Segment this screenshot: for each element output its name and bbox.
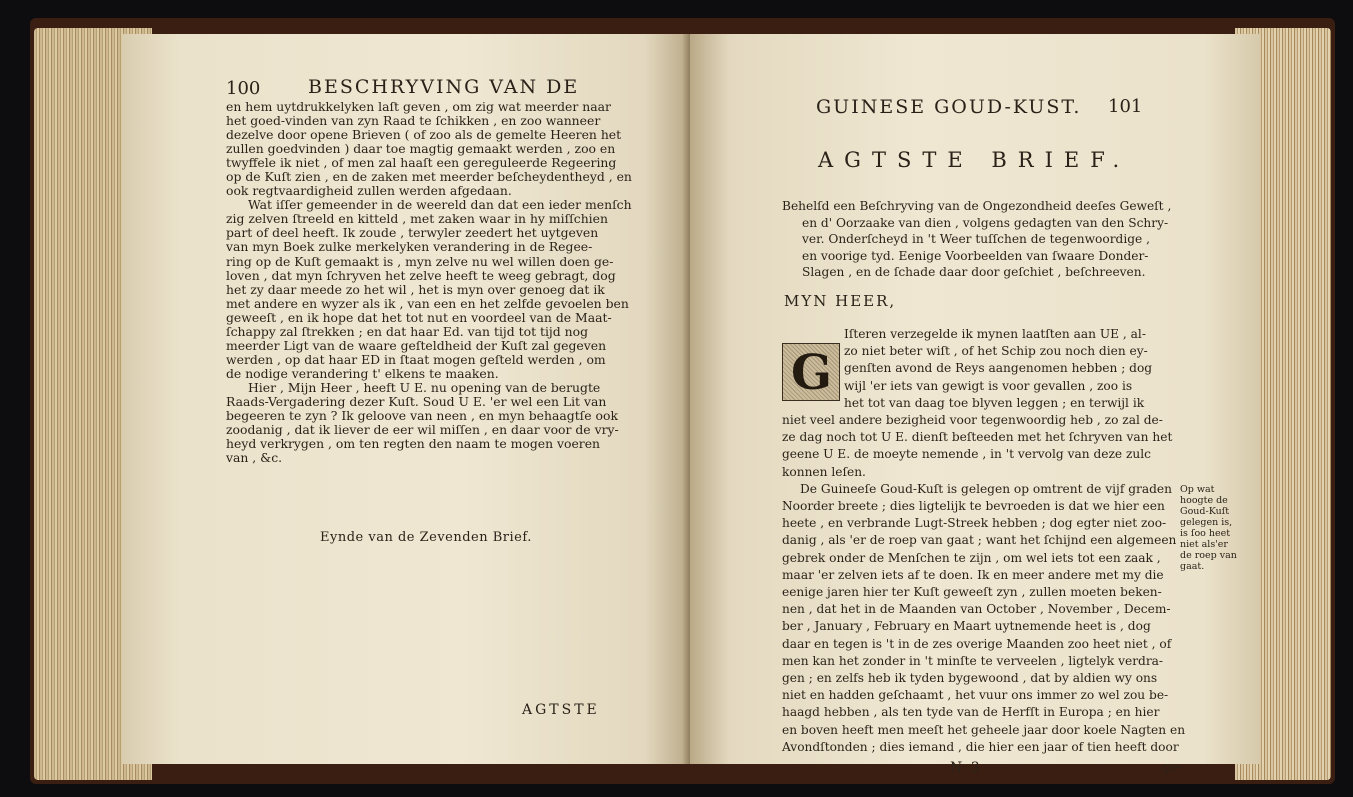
drop-cap-lines xyxy=(844,326,1152,412)
margin-note-line: hoogte de xyxy=(1180,495,1228,506)
text-line: op de Kuſt zien , en de zaken met meerder beſcheydentheyd , en xyxy=(226,169,632,185)
right-running-head: GUINESE GOUD-KUST. xyxy=(816,96,1082,118)
text-line: de nodige verandering t' elkens te maaken. xyxy=(226,365,499,381)
text-line: gen ; en zelfs heb ik tyden bygewoond , dat by aldien wy ons xyxy=(782,671,1158,686)
text-line: wijl 'er iets van gewigt is voor gevallen , zoo is xyxy=(844,378,1133,393)
text-line: part of deel heeft. Ik zoude , terwyler zeedert het uytgeven xyxy=(226,225,599,241)
margin-note-line: Op wat xyxy=(1180,484,1215,495)
text-line: het tot van daag toe blyven leggen ; en terwijl ik xyxy=(844,395,1145,410)
text-line: het zy daar meede zo het wil , het is myn over genoeg dat ik xyxy=(226,281,605,297)
summary-line: en voorige tyd. Eenige Voorbeelden van ſwaare Donder- xyxy=(802,248,1149,263)
summary-line: ver. Onderſcheyd in 't Weer tuſſchen de tegenwoordige , xyxy=(802,232,1151,247)
text-line: De Guineeſe Goud-Kuſt is gelegen op omtrent de vijf graden xyxy=(800,481,1172,496)
chapter-closing: Eynde van de Zevenden Brief. xyxy=(320,530,532,545)
drop-cap xyxy=(782,343,840,401)
text-line: niet veel andere bezigheid voor tegenwoordig heb , zo zal de- xyxy=(782,413,1163,427)
margin-note-line: niet als'er xyxy=(1180,539,1228,550)
text-line: werden , op dat haar ED in ſtaat mogen geſteld werden , om xyxy=(226,351,606,367)
text-line: Noorder breete ; dies ligtelijk te bevroeden is dat we hier een xyxy=(782,499,1165,514)
text-line: men kan het zonder in 't minſte te verveelen , ligtelyk verdra- xyxy=(782,653,1164,668)
text-line: maar 'er zelven iets af te doen. Ik en meer andere met my die xyxy=(782,567,1164,582)
signature-mark: N 3 xyxy=(950,760,982,776)
margin-note-line: Goud-Kuſt xyxy=(1180,506,1230,517)
text-line: ſchappy zal ſtrekken ; en dat haar Ed. van tijd tot tijd nog xyxy=(226,323,589,339)
right-body-text xyxy=(782,412,1185,756)
margin-note-line: gaat. xyxy=(1180,561,1205,572)
margin-note-line: is ſoo heet xyxy=(1180,528,1231,539)
text-line: Iſteren verzegelde ik mynen laatſten aan UE , al- xyxy=(844,327,1146,341)
text-line: meerder Ligt van de waare geſteldheid der Kuſt zal gegeven xyxy=(226,337,607,353)
left-catchword: AGTSTE xyxy=(522,702,600,718)
margin-note-line: gelegen is, xyxy=(1180,517,1233,528)
text-line: begeeren te zyn ? Ik geloove van neen , en myn behaagtſe ook xyxy=(226,408,618,424)
letter-summary xyxy=(782,198,1171,281)
text-line: heyd verkrygen , om ten regten den naam te mogen voeren xyxy=(226,436,601,452)
text-line: Raads-Vergadering dezer Kuſt. Soud U E. 'er wel een Lit van xyxy=(226,393,607,409)
text-line: eenige jaren hier ter Kuſt geweeſt zyn , zullen moeten beken- xyxy=(782,585,1162,600)
text-line: en hem uytdrukkelyken laſt geven , om zig wat meerder naar xyxy=(226,99,611,114)
text-line: zullen goedvinden ) daar toe magtig gemaakt werden , zoo en xyxy=(226,141,616,157)
text-line: ze dag noch tot U E. dienſt beſteeden met het ſchryven van het xyxy=(782,430,1173,445)
text-line: en boven heeft men meeſt het geheele jaar door koele Nagten en xyxy=(782,722,1186,737)
right-page xyxy=(690,34,1260,776)
text-line: twyffele ik niet , of men zal haaſt een gereguleerde Regeering xyxy=(226,155,617,171)
open-book xyxy=(30,14,1335,784)
text-line: geweeſt , en ik hope dat het tot nut en voordeel van de Maat- xyxy=(226,309,612,325)
text-line: dezelve door opene Brieven ( of zoo als de gemelte Heeren het xyxy=(226,127,622,143)
summary-line: Slagen , en de ſchade daar door geſchiet , beſchreeven. xyxy=(802,265,1146,280)
text-line: Wat iſſer gemeender in de weereld dan dat een ieder menſch xyxy=(248,197,632,213)
text-line: loven , dat myn ſchryven het zelve heeft te weeg gebragt, dog xyxy=(226,267,616,283)
left-running-head: BESCHRYVING VAN DE xyxy=(308,76,580,98)
text-line: zo niet beter wiſt , of het Schip zou noch dien ey- xyxy=(844,344,1148,359)
text-line: zig zelven ſtreeld en kitteld , met zaken waar in hy miſſchien xyxy=(226,211,608,227)
left-page-number: 100 xyxy=(226,78,261,99)
text-line: ring op de Kuſt gemaakt is , myn zelve nu wel willen doen ge- xyxy=(226,253,614,269)
right-catchword: ge- xyxy=(1162,760,1183,775)
salutation: MYN HEER, xyxy=(784,292,897,310)
text-line: zoodanig , dat ik liever de eer wil miſſen , en daar voor de vry- xyxy=(226,422,619,438)
text-line: danig , als 'er de roep van gaat ; want het ſchijnd een algemeen xyxy=(782,533,1177,548)
text-line: Avondſtonden ; dies iemand , die hier een jaar of tien heeft door xyxy=(782,739,1179,754)
text-line: konnen leſen. xyxy=(782,464,866,479)
text-line: gebrek onder de Menſchen te zijn , om wel iets tot een zaak , xyxy=(782,550,1161,565)
text-line: het goed-vinden van zyn Raad te ſchikken , en zoo wanneer xyxy=(226,113,601,129)
drop-cap-letter: G xyxy=(791,345,832,401)
text-line: ber , January , February en Maart uytnemende heet is , dog xyxy=(782,619,1151,634)
text-line: van , &c. xyxy=(226,450,283,466)
text-line: nen , dat het in de Maanden van October , November , Decem- xyxy=(782,602,1171,617)
text-line: van myn Boek zulke merkelyken verandering in de Regee- xyxy=(226,239,593,255)
text-line: geene U E. de moeyte nemende , in 't vervolg van deze zulc xyxy=(782,447,1151,462)
margin-note-line: de roep van xyxy=(1180,550,1237,561)
text-line: ook regtvaardigheid zullen werden afgedaan. xyxy=(226,183,512,199)
summary-line: en d' Oorzaake van dien , volgens gedagten van den Schry- xyxy=(802,215,1169,230)
text-line: haagd hebben , als ten tyde van de Herfſt in Europa ; en hier xyxy=(782,705,1160,720)
margin-note xyxy=(1180,484,1237,572)
text-line: heete , en verbrande Lugt-Streek hebben ; dog egter niet zoo- xyxy=(782,516,1167,531)
text-line: daar en tegen is 't in de zes overige Maanden zoo heet niet , of xyxy=(782,636,1172,651)
text-line: genſten avond de Reys aangenomen hebben ; dog xyxy=(844,361,1153,376)
left-page xyxy=(122,34,690,764)
right-page-number: 101 xyxy=(1108,96,1143,117)
letter-title: AGTSTE BRIEF. xyxy=(818,148,1131,172)
text-line: met andere en wyzer als ik , van een en het zelfde gevoelen ben xyxy=(226,295,629,311)
text-line: Hier , Mijn Heer , heeft U E. nu opening van de berugte xyxy=(248,379,601,395)
left-body-text xyxy=(226,100,632,465)
summary-line: Behelſd een Beſchryving van de Ongezondheid deeſes Geweſt , xyxy=(782,199,1172,213)
text-line: niet en hadden geſchaamt , het vuur ons immer zo wel zou be- xyxy=(782,688,1169,703)
